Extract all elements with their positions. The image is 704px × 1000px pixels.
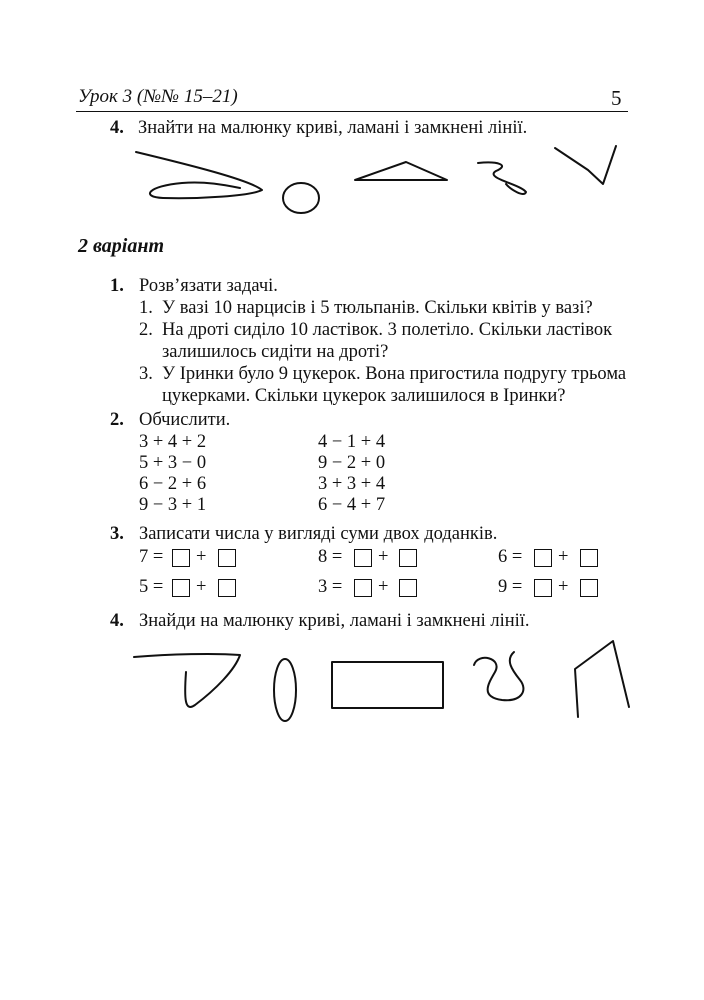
plus-sign: + (196, 577, 207, 597)
task3-title: Записати числа у вигляді суми двох доданків. (139, 524, 498, 544)
task1-item2-line1: На дроті сиділо 10 ластівок. 3 полетіло. Скільки ластівок (162, 320, 613, 340)
sum-prompt-6: 6 = (498, 547, 523, 567)
task3-number: 3. (110, 524, 124, 544)
task1-title: Розв’язати задачі. (139, 276, 278, 296)
expression-right-2: 9 − 2 + 0 (318, 453, 386, 473)
page-number: 5 (611, 86, 622, 110)
task1-item2-number: 2. (139, 320, 153, 340)
plus-sign: + (196, 547, 207, 567)
closed-oval-figure-2 (274, 659, 296, 721)
curve-figure-4 (474, 652, 523, 700)
task4-bottom-text: Знайди на малюнку криві, ламані і замкнені лінії. (139, 611, 530, 631)
expression-left-4: 9 − 3 + 1 (139, 495, 207, 515)
sum-prompt-7: 7 = (139, 547, 164, 567)
task1-item1-number: 1. (139, 298, 153, 318)
task1-item3-line2: цукерками. Скільки цукерок залишилося в Іринки? (162, 386, 566, 406)
plus-sign: + (378, 547, 389, 567)
task1-item2-line2: залишилось сидіти на дроті? (162, 342, 389, 362)
plus-sign: + (558, 577, 569, 597)
sum-prompt-8: 8 = (318, 547, 343, 567)
expression-left-1: 3 + 4 + 2 (139, 432, 207, 452)
task1-item3-number: 3. (139, 364, 153, 384)
task2-number: 2. (110, 410, 124, 430)
lesson-header-title: Урок 3 (№№ 15–21) (78, 86, 238, 107)
broken-line-figure-bottom (575, 641, 629, 717)
closed-rectangle-figure (332, 662, 443, 708)
curve-figure-3 (134, 654, 240, 707)
task1-number: 1. (110, 276, 124, 296)
expression-right-4: 6 − 4 + 7 (318, 495, 386, 515)
expression-right-1: 4 − 1 + 4 (318, 432, 386, 452)
expression-left-2: 5 + 3 − 0 (139, 453, 207, 473)
variant-title: 2 варіант (78, 235, 165, 257)
sum-prompt-5: 5 = (139, 577, 164, 597)
expression-right-3: 3 + 3 + 4 (318, 474, 386, 494)
task4-bottom-number: 4. (110, 611, 124, 631)
task1-item3-line1: У Іринки було 9 цукерок. Вона пригостила подругу трьома (162, 364, 627, 384)
expression-left-3: 6 − 2 + 6 (139, 474, 207, 494)
task2-title: Обчислити. (139, 410, 231, 430)
plus-sign: + (378, 577, 389, 597)
sum-prompt-3: 3 = (318, 577, 343, 597)
task4-top-text: Знайти на малюнку криві, ламані і замкнені лінії. (138, 118, 528, 138)
sum-prompt-9: 9 = (498, 577, 523, 597)
task4-top-number: 4. (110, 118, 124, 138)
plus-sign: + (558, 547, 569, 567)
task1-item1-line1: У вазі 10 нарцисів і 5 тюльпанів. Скільки квітів у вазі? (162, 298, 593, 318)
